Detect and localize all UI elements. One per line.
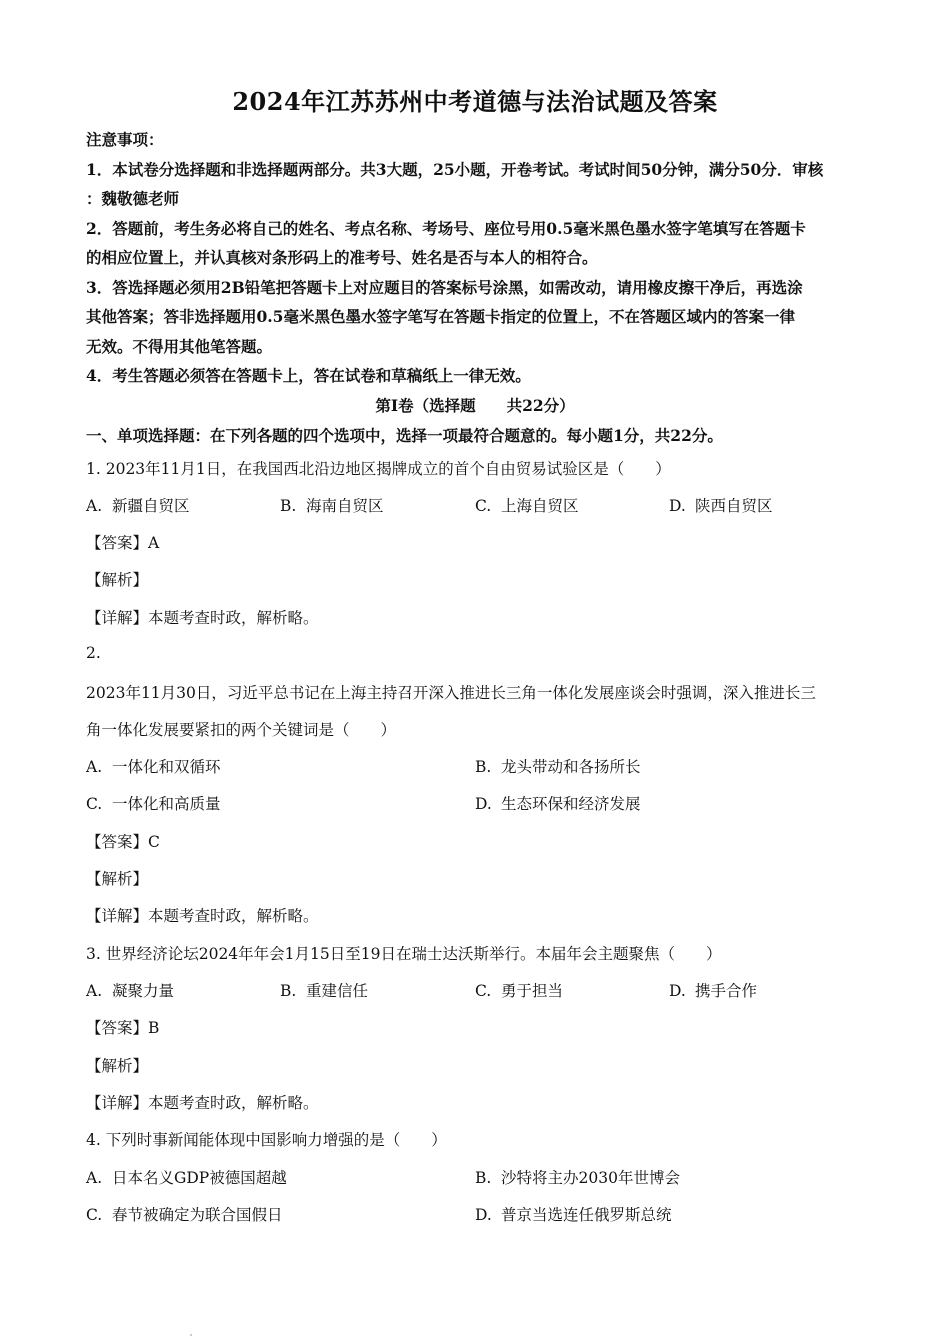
section-title: 第I卷（选择题 共22分） [375,396,575,415]
question-1-analysis: 【解析】 [86,571,149,589]
question-2-option-d: D. 生态环保和经济发展 [475,795,641,813]
question-4-option-a: A. 日本名义GDP被德国超越 [86,1169,287,1187]
question-4-option-b: B. 沙特将主办2030年世博会 [475,1169,680,1187]
question-2-option-c: C. 一体化和高质量 [86,795,221,813]
question-2-number: 2. [86,644,101,662]
question-3-option-d: D. 携手合作 [669,982,758,1000]
document-title: 2024年江苏苏州中考道德与法治试题及答案 [232,87,718,116]
question-2-stem: 2023年11月30日，习近平总书记在上海主持召开深入推进长三角一体化发展座谈会时强调，深入推进长三 [86,684,816,702]
notes-heading: 注意事项： [86,130,164,149]
section-instruction: 一、单项选择题：在下列各题的四个选项中，选择一项最符合题意的。每小题1分，共22分。 [86,426,723,445]
question-3-answer: 【答案】B [86,1019,160,1037]
question-3-option-b: B. 重建信任 [280,982,369,1000]
question-1-option-d: D. 陕西自贸区 [669,497,773,515]
question-2-option-a: A. 一体化和双循环 [86,758,221,776]
question-1-detail: 【详解】本题考查时政，解析略。 [86,609,319,627]
note-line: 3．答选择题必须用2B铅笔把答题卡上对应题目的答案标号涂黑，如需改动，请用橡皮擦干净后，再选涂 [86,278,803,297]
question-2-answer: 【答案】C [86,833,160,851]
note-line: 的相应位置上，并认真核对条形码上的准考号、姓名是否与本人的相符合。 [86,248,598,267]
question-2-option-b: B. 龙头带动和各扬所长 [475,758,641,776]
question-1-option-c: C. 上海自贸区 [475,497,579,515]
question-3-stem: 3. 世界经济论坛2024年年会1月15日至19日在瑞士达沃斯举行。本届年会主题聚焦（ ） [86,945,722,963]
note-line: 其他答案；答非选择题用0.5毫米黑色墨水签字笔写在答题卡指定的位置上，不在答题区域内的答案一律 [86,307,795,326]
question-4-option-d: D. 普京当选连任俄罗斯总统 [475,1206,672,1224]
note-line: 无效。不得用其他笔答题。 [86,337,273,356]
note-line: 1．本试卷分选择题和非选择题两部分。共3大题，25小题，开卷考试。考试时间50分钟，满分50分．审核 [86,160,824,179]
question-3-detail: 【详解】本题考查时政，解析略。 [86,1094,319,1112]
question-1-answer: 【答案】A [86,534,160,552]
question-2-analysis: 【解析】 [86,870,149,888]
question-1-option-b: B. 海南自贸区 [280,497,384,515]
question-4-option-c: C. 春节被确定为联合国假日 [86,1206,283,1224]
question-4-stem: 4. 下列时事新闻能体现中国影响力增强的是（ ） [86,1131,447,1149]
question-2-detail: 【详解】本题考查时政，解析略。 [86,907,319,925]
question-3-analysis: 【解析】 [86,1057,149,1075]
note-line: 4．考生答题必须答在答题卡上，答在试卷和草稿纸上一律无效。 [86,366,531,385]
question-1-option-a: A. 新疆自贸区 [86,497,190,515]
question-1-stem: 1. 2023年11月1日，在我国西北沿边地区揭牌成立的首个自由贸易试验区是（ ） [86,460,671,478]
question-2-stem: 角一体化发展要紧扣的两个关键词是（ ） [86,721,397,739]
note-line: ：魏敬德老师 [86,189,180,208]
question-3-option-c: C. 勇于担当 [475,982,564,1000]
note-line: 2．答题前，考生务必将自己的姓名、考点名称、考场号、座位号用0.5毫米黑色墨水签字笔填写在答题卡 [86,219,806,238]
page-mark [190,1334,192,1336]
question-3-option-a: A. 凝聚力量 [86,982,175,1000]
